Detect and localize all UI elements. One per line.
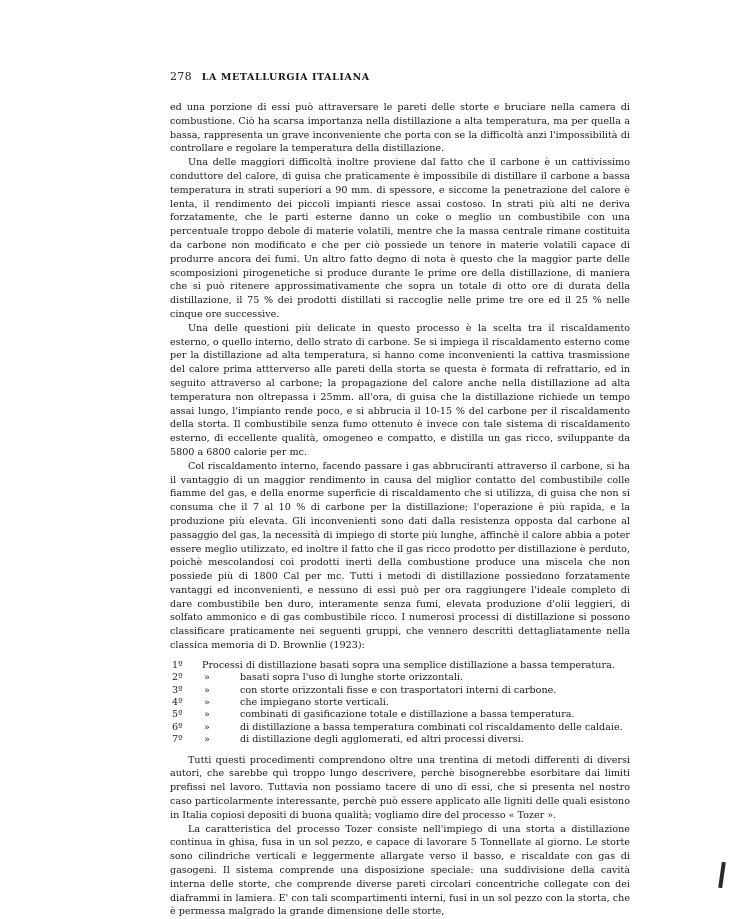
list-number: 6º: [172, 721, 183, 733]
list-text: basati sopra l'uso di lunghe storte orizzontali.: [240, 672, 464, 684]
paragraph: Col riscaldamento interno, facendo passare i gas abbruciranti attraverso il carbone, si ha il vantaggio di un maggior rendimento in causa del miglior contatto del combustibile colle fiamme del gas, e della enorme superficie di riscaldamento che si utilizza, di guisa che non si consuma che il 7 al 10 % di carbone per la distillazione; l'operazione è più rapida, e la produzione più elevata. Gli inconvenienti sono dati dalla resistenza opposta dal carbone al passaggio del gas, la necessità di impiego di storte più lunghe, affinchè il calore abbia a poter essere meglio utilizzato, ed inoltre il fatto che il gas ricco prodotto per distillazione è perduto, poichè mescolandosi coi prodotti inerti della combustione produce una miscela che non possiede più di 1800 Cal per mc. Tutti i metodi di distillazione possiedono forzatamente vantaggi ed inconvenienti, e nessuno di essi può per ora raggiungere l'ideale completo di dare combustibile ben duro, interamente senza fumi, elevata produzione d'olii leggieri, di solfato ammonico e di gas combustibile ricco. I numerosi processi di distillazione si possono classificare praticamente nei seguenti gruppi, che vennero descritti dettagliatamente nella classica memoria di D. Brownlie (1923):: [170, 460, 630, 652]
ditto-mark: »: [204, 709, 210, 721]
list-item: [170, 685, 630, 697]
paragraph: Tutti questi procedimenti comprendono oltre una trentina di metodi differenti di diversi autori, che sarebbe quì troppo lungo descrivere, perchè bisognerebbe esorbitare dai limiti prefissi nel lavoro. Tuttavia non possiamo tacere di uno di essi, che si presenta nel nostro caso particolarmente interessante, perchè può essere applicato alle ligniti delle quali esistono in Italia copiosi depositi di buona qualità; vogliamo dire del processo « Tozer ».: [170, 754, 630, 821]
list-item: [170, 697, 630, 709]
ditto-mark: »: [204, 697, 210, 709]
list-text: Processi di distillazione basati sopra una semplice distillazione a bassa temperatura.: [202, 659, 615, 671]
list-number: 2º: [172, 672, 183, 684]
list-text: combinati di gasificazione totale e distillazione a bassa temperatura.: [240, 709, 575, 721]
list-item: [170, 709, 630, 721]
scan-edge-mark: [718, 862, 726, 888]
journal-title: LA METALLURGIA ITALIANA: [201, 72, 370, 83]
list-text: di distillazione a bassa temperatura combinati col riscaldamento delle caldaie.: [240, 721, 623, 733]
paragraph: La caratteristica del processo Tozer consiste nell'impiego di una storta a distillazione continua in ghisa, fusa in un sol pezzo, e capace di lavorare 5 Tonnellate al giorno. Le storte sono cilindriche verticali e leggermente allargate verso il basso, e riscaldate con gas di gasogeni. Il sistema comprende una disposizione speciale: una suddivisione della cavità interna delle storte, che comprende diverse pareti circolari concentriche collegate con dei diaframmi in lamiera. E' con tali scompartimenti interni, fusi in un sol pezzo con la storta, che è permessa malgrado la grande dimensione delle storte,: [170, 823, 630, 918]
ditto-mark: »: [204, 734, 210, 746]
running-head: [170, 70, 370, 83]
process-group-list: [170, 660, 630, 747]
body-text: [170, 101, 630, 919]
list-number: 7º: [172, 734, 183, 746]
list-text: di distillazione degli agglomerati, ed altri processi diversi.: [240, 734, 524, 746]
list-item: [170, 660, 630, 672]
list-item: [170, 722, 630, 734]
list-number: 3º: [172, 684, 183, 696]
list-item: [170, 734, 630, 746]
paragraph: Una delle questioni più delicate in questo processo è la scelta tra il riscaldamento esterno, o quello interno, dello strato di carbone. Se si impiega il riscaldamento esterno come per la distillazione ad alta temperatura, si hanno come inconvenienti la cattiva trasmissione del calore prima attterverso alle pareti della storta se questa è formata di refrattario, ed in seguito attraverso al carbone; la propagazione del calore anche nella distillazione ad alta temperatura non oltrepassa i 25mm. all'ora, di guisa che la distillazione richiede un tempo assai lungo, l'impianto rende poco, e si abbrucia il 10-15 % del carbone per il riscaldamento della storta. Il combustibile senza fumo ottenuto è invece con tale sistema di riscaldamento esterno, di eccellente qualità, omogeneo e compatto, e distilla un gas ricco, sviluppante da 5800 a 6800 calorie per mc.: [170, 322, 630, 458]
paragraph: Una delle maggiori difficoltà inoltre proviene dal fatto che il carbone è un cattivissimo conduttore del calore, di guisa che praticamente è impossibile di distillare il carbone a bassa temperatura in strati superiori a 90 mm. di spessore, e siccome la penetrazione del calore è lenta, il rendimento dei piccoli impianti riesce assai costoso. In strati più alti ne deriva forzatamente, che le parti esterne danno un coke o meglio un combustibile con una percentuale troppo debole di materie volatili, mentre che la massa centrale rimane costituita da carbone non modificato e che per ciò possiede un tenore in materie volatili capace di produrre ancora dei fumi. Un altro fatto degno di nota è questo che la maggior parte delle scomposizioni pirogenetiche si produce durante le prime ore della distillazione, di maniera che si può ritenere approssimativamente che sopra un totale di otto ore di durata della distillazione, il 75 % dei prodotti distillati si raccoglie nelle prime tre ore ed il 25 % nelle cinque ore successive.: [170, 157, 630, 320]
list-text: che impiegano storte verticali.: [240, 697, 389, 709]
page-number: 278: [170, 70, 192, 83]
list-text: con storte orizzontali fisse e con trasportatori interni di carbone.: [240, 684, 557, 696]
list-number: 1º: [172, 659, 183, 671]
ditto-mark: »: [204, 672, 210, 684]
list-item: [170, 672, 630, 684]
ditto-mark: »: [204, 684, 210, 696]
ditto-mark: »: [204, 721, 210, 733]
list-number: 5º: [172, 709, 183, 721]
list-number: 4º: [172, 697, 183, 709]
paragraph: ed una porzione di essi può attraversare le pareti delle storte e bruciare nella camera di combustione. Ciò ha scarsa importanza nella distillazione a alta temperatura, ma per quella a bassa, rappresenta un grave inconveniente che porta con se la difficoltà anzi l'impossibilità di controllare e regolare la temperatura della distillazione.: [170, 102, 630, 155]
